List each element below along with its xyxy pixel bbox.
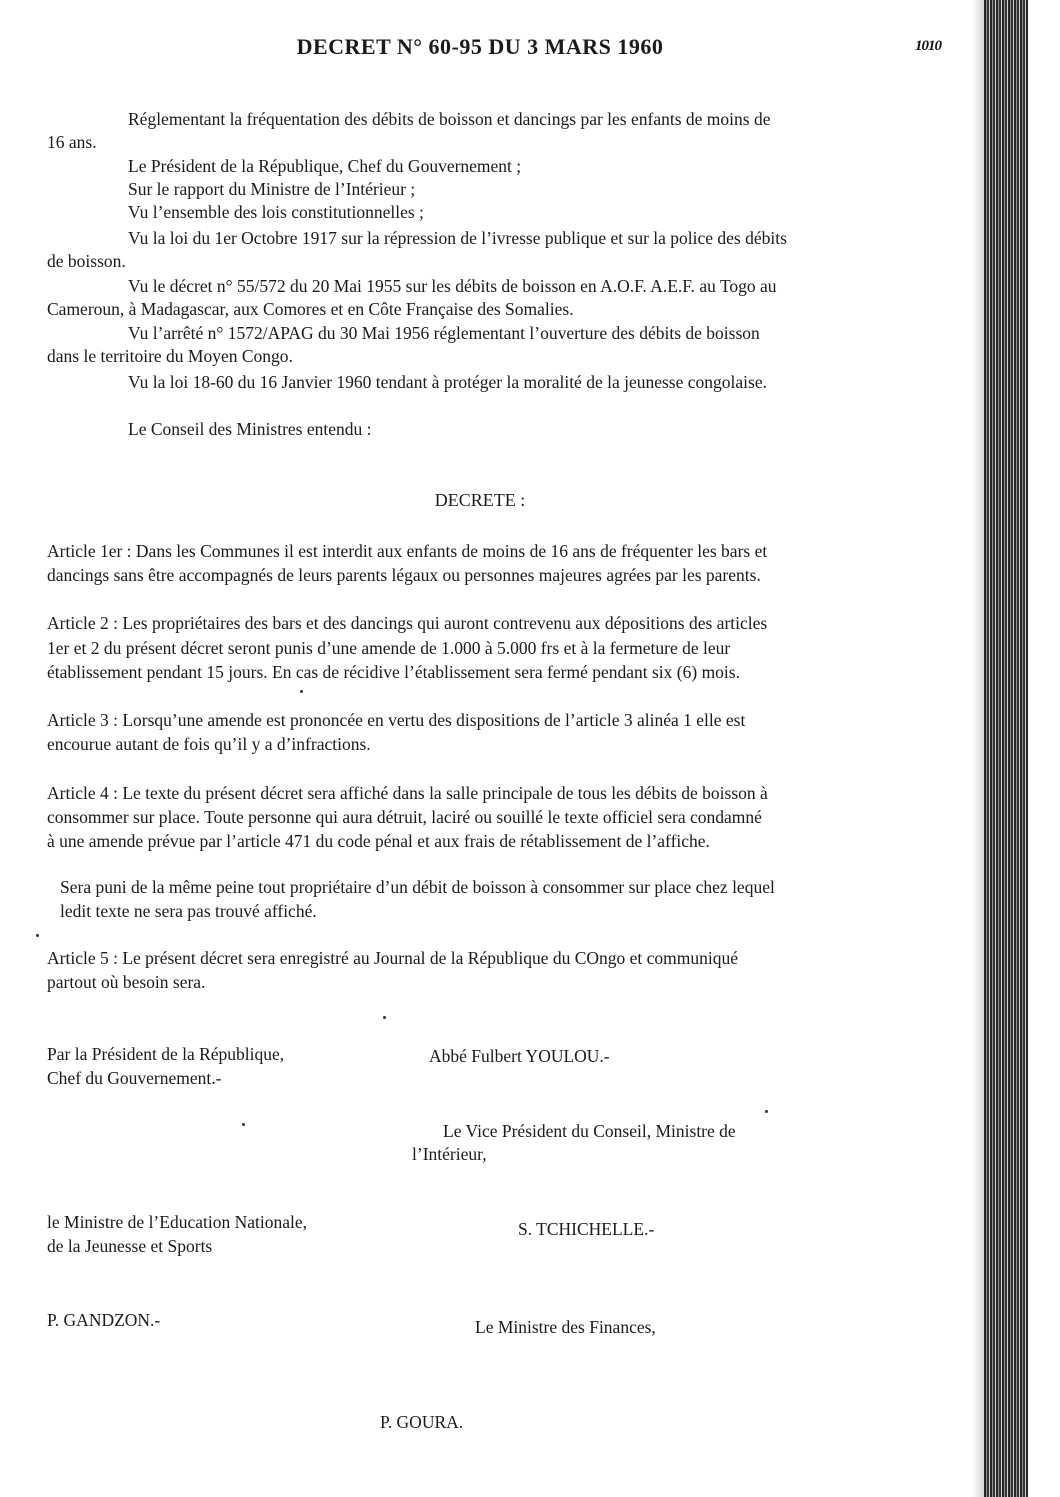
preamble-line: de boisson. xyxy=(47,251,126,271)
signature-goura: P. GOURA. xyxy=(380,1412,464,1432)
signature-vice-president-line: Le Vice Président du Conseil, Ministre de xyxy=(443,1121,736,1141)
article-3-line: encourue autant de fois qu’il y a d’infractions. xyxy=(47,734,371,754)
decrete-heading: DECRETE : xyxy=(434,490,526,510)
signature-president-line: Par la Président de la République, xyxy=(47,1044,285,1064)
signature-finance-minister: Le Ministre des Finances, xyxy=(475,1317,656,1337)
article-5-line: partout où besoin sera. xyxy=(47,972,206,992)
scan-speck xyxy=(242,1123,245,1126)
scan-speck xyxy=(300,690,303,693)
preamble-line: Cameroun, à Madagascar, aux Comores et en Côte Française des Somalies. xyxy=(47,299,574,319)
scan-binding-edge xyxy=(984,0,1028,1497)
article-5-line: Article 5 : Le présent décret sera enregistré au Journal de la République du COngo et communiqué xyxy=(47,948,739,968)
signature-president-line: Chef du Gouvernement.- xyxy=(47,1068,222,1088)
signature-vice-president-line: l’Intérieur, xyxy=(412,1144,487,1164)
article-2-line: établissement pendant 15 jours. En cas de récidive l’établissement sera fermé pendant six (6) mois. xyxy=(47,662,740,682)
preamble-line: Vu le décret n° 55/572 du 20 Mai 1955 sur les débits de boisson en A.O.F. A.E.F. au Togo au xyxy=(128,276,777,296)
preamble-line: Vu l’arrêté n° 1572/APAG du 30 Mai 1956 réglementant l’ouverture des débits de boisson xyxy=(128,323,760,343)
preamble-line: dans le territoire du Moyen Congo. xyxy=(47,346,293,366)
preamble-line: Vu la loi 18-60 du 16 Janvier 1960 tendant à protéger la moralité de la jeunesse congolaise. xyxy=(128,372,767,392)
preamble-line: Vu la loi du 1er Octobre 1917 sur la répression de l’ivresse publique et sur la police des débits xyxy=(128,228,787,248)
signature-gandzon: P. GANDZON.- xyxy=(47,1310,161,1330)
article-1-line: dancings sans être accompagnés de leurs parents légaux ou personnes majeures agrées par les parents. xyxy=(47,565,761,585)
article-2-line: Article 2 : Les propriétaires des bars et des dancings qui auront contrevenu aux dépositions des articles xyxy=(47,613,768,633)
decree-title: DECRET N° 60-95 DU 3 MARS 1960 xyxy=(296,34,664,59)
scan-speck xyxy=(765,1110,768,1113)
scan-speck xyxy=(36,934,39,937)
article-1-line: Article 1er : Dans les Communes il est interdit aux enfants de moins de 16 ans de fréquenter les bars et xyxy=(47,541,768,561)
article-4-line: Article 4 : Le texte du présent décret sera affiché dans la salle principale de tous les débits de boisson à xyxy=(47,783,768,803)
preamble-line: Le Conseil des Ministres entendu : xyxy=(128,419,372,439)
signature-education-line: de la Jeunesse et Sports xyxy=(47,1236,213,1256)
article-4-line: consommer sur place. Toute personne qui aura détruit, laciré ou souillé le texte officiel sera condamné xyxy=(47,807,762,827)
article-3-line: Article 3 : Lorsqu’une amende est prononcée en vertu des dispositions de l’article 3 alinéa 1 elle est xyxy=(47,710,746,730)
scan-speck xyxy=(383,1016,386,1019)
article-4-line: à une amende prévue par l’article 471 du code pénal et aux frais de rétablissement de l’affiche. xyxy=(47,831,710,851)
article-4-line: ledit texte ne sera pas trouvé affiché. xyxy=(60,901,317,921)
page-reference-mark: 1010 xyxy=(915,38,941,54)
preamble-line: Sur le rapport du Ministre de l’Intérieur ; xyxy=(128,179,416,199)
article-4-line: Sera puni de la même peine tout propriétaire d’un débit de boisson à consommer sur place chez lequel xyxy=(60,877,775,897)
preamble-line: Le Président de la République, Chef du Gouvernement ; xyxy=(128,156,522,176)
signature-president-name: Abbé Fulbert YOULOU.- xyxy=(429,1046,610,1066)
article-2-line: 1er et 2 du présent décret seront punis d’une amende de 1.000 à 5.000 frs et à la fermeture de leur xyxy=(47,638,731,658)
preamble-line: Vu l’ensemble des lois constitutionnelles ; xyxy=(128,202,424,222)
signature-education-line: le Ministre de l’Education Nationale, xyxy=(47,1212,307,1232)
preamble-line: 16 ans. xyxy=(47,132,97,152)
signature-tchichelle: S. TCHICHELLE.- xyxy=(518,1219,655,1239)
preamble-line: Réglementant la fréquentation des débits de boisson et dancings par les enfants de moins de xyxy=(128,109,771,129)
